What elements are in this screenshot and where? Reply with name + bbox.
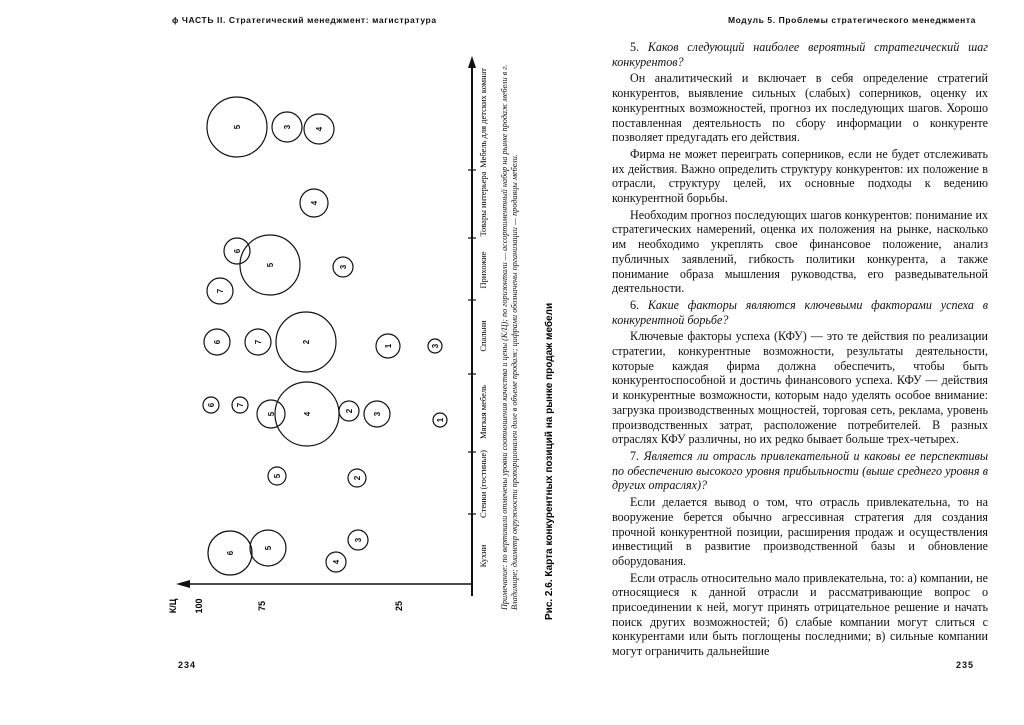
y-axis-label: К/Ц — [168, 598, 178, 614]
company-number-label: 3 — [283, 124, 292, 130]
company-number-label: 4 — [315, 126, 324, 132]
question-paragraph — [612, 298, 988, 327]
company-number-label: 1 — [384, 343, 393, 349]
body-paragraph: Он аналитический и включает в себя определение стратегий конкурентов, выявление сильных (слабых) соперников, оценку их конкурентных возможностей, прогноз их последующих шагов. Хорошо поставленная деятельность по сбору информации о конкуренте позволяет предугадать его действия. — [612, 71, 988, 145]
company-number-label: 5 — [266, 262, 275, 268]
company-number-label: 3 — [354, 537, 363, 543]
category-axis-arrow — [468, 56, 476, 68]
company-number-label: 3 — [339, 264, 348, 270]
figure-caption: Рис. 2.6. Карта конкурентных позиций на рынке продаж мебели — [544, 302, 555, 620]
company-number-label: 7 — [216, 288, 225, 294]
company-number-label: 4 — [332, 559, 341, 565]
question-text: Какие факторы являются ключевыми факторами успеха в конкурентной борьбе? — [612, 297, 989, 327]
company-circle — [276, 312, 336, 372]
company-circle — [326, 552, 346, 572]
company-circle — [257, 400, 285, 428]
y-tick-75: 75 — [257, 600, 267, 612]
y-tick-100: 100 — [194, 598, 204, 614]
company-circle — [333, 257, 353, 277]
question-text: Является ли отрасль привлекательной и каковы ее перспективы по обеспечению высокого уровня прибыльности (выше среднего уровня в других отраслях)? — [612, 448, 989, 493]
company-circle — [203, 397, 219, 413]
company-number-label: 1 — [436, 417, 445, 423]
left-running-head: ϕ ЧАСТЬ II. Стратегический менеджмент: магистратура — [172, 15, 437, 25]
company-number-label: 5 — [264, 545, 273, 551]
question-text: Каков следующий наиболее вероятный стратегический шаг конкурентов? — [612, 40, 988, 69]
body-paragraph: Ключевые факторы успеха (КФУ) — это те действия по реализации стратегии, конкурентные возможности, результаты деятельности, которые каждая фирма должна обеспечить, чтобы быть конкурентоспособной и достичь финансового успеха. КФУ — действия и конкурентные возможности, которым надо уделять особое внимание: загрузка производственных мощностей, торговая сеть, реклама, уровень производственных затрат, расположение потребителей. В разных отраслях КФУ различны, но их редко бывает больше трех-четырех. — [612, 329, 988, 447]
category-label-soft: Мягкая мебель — [478, 384, 488, 440]
company-number-label: 3 — [431, 343, 440, 349]
company-number-label: 4 — [303, 411, 312, 417]
company-circle — [268, 467, 286, 485]
category-label-interior: Товары интерьера — [478, 171, 488, 237]
category-label-living: Стенки (гостиные) — [478, 450, 488, 518]
body-paragraph: Если делается вывод о том, что отрасль привлекательна, то на вооружение берется обычно агрессивная стратегия для создания прочной конкурентной позиции, расширения продаж и осуществления инвестиций в развитие производственной базы и обновление оборудования. — [612, 495, 988, 568]
body-paragraph: Если отрасль относительно мало привлекательна, то: а) компании, не относящиеся к данной отрасли и рассматривающие вопрос о присоединении к ней, могут принять отрицательное решение и начать поиск других возможностей; б) слабые компании могут слиться с конкурентами или быть поглощены последними; в) сильные компании могут ограничить дальнейшие — [612, 570, 988, 659]
company-circle — [433, 413, 447, 427]
question-paragraph — [612, 449, 988, 493]
company-number-label: 6 — [213, 339, 222, 345]
company-circle — [232, 397, 248, 413]
company-number-label: 6 — [233, 248, 242, 254]
company-number-label: 4 — [310, 200, 319, 206]
company-number-label: 2 — [302, 339, 311, 345]
kc-axis-arrow — [176, 580, 190, 588]
body-paragraph: Необходим прогноз последующих шагов конкурентов: понимание их стратегических намерений, оценка их положения на рынке, насколько им необходимо укреплять свое финансовое положение, анализ публичных заявлений, гибкость политики конкурента, а также понимание образа мышления руководства, его разведывательной деятельности. — [612, 207, 988, 296]
company-circle — [348, 469, 366, 487]
company-circle — [304, 114, 334, 144]
company-circle — [272, 112, 302, 142]
question-number: 5. — [630, 40, 648, 54]
company-circle — [300, 189, 328, 217]
question-number: 6. — [630, 297, 648, 312]
company-circle — [428, 339, 442, 353]
page-number-left: 234 — [178, 660, 197, 670]
company-circle — [245, 329, 271, 355]
figure-note: Примечание: по вертикали отмечены уровни соотношения качества и цены (К/Ц); по горизонтали — ассортиментный набор на рынке продаж мебели в г. Владимире; диаметр окружности пропорционален доле в объеме продаж; цифрами обозначены организации — продавцы мебели. — [500, 64, 519, 610]
company-circle — [250, 530, 286, 566]
category-label-kids: Мебель для детских комнат — [478, 68, 488, 168]
company-circle — [207, 97, 267, 157]
question-paragraph — [612, 40, 988, 69]
company-number-label: 6 — [207, 402, 216, 408]
body-paragraph: Фирма не может переиграть соперников, если не будет отслеживать их действия. Важно определить структуру конкурентов: их положение в отрасли, структуру целей, их основные подходы к ведению конкурентной борьбы. — [612, 146, 988, 206]
company-circle — [204, 329, 230, 355]
company-circle — [376, 334, 400, 358]
company-number-label: 5 — [233, 124, 242, 130]
company-number-label: 5 — [273, 473, 282, 479]
company-number-label: 6 — [226, 550, 235, 556]
right-running-head: Модуль 5. Проблемы стратегического менеджмента — [727, 15, 976, 25]
page-number-right: 235 — [955, 660, 974, 670]
company-circle — [208, 531, 252, 575]
company-circle — [364, 401, 390, 427]
category-label-halls: Прихожие — [478, 251, 488, 289]
right-page — [512, 0, 1024, 725]
company-circle — [207, 278, 233, 304]
company-number-label: 2 — [353, 475, 362, 481]
company-number-label: 7 — [254, 339, 263, 345]
body-text — [612, 40, 988, 661]
company-circle — [224, 238, 250, 264]
company-circle — [240, 235, 300, 295]
company-circle — [348, 530, 368, 550]
company-number-label: 3 — [373, 411, 382, 417]
company-circle — [339, 401, 359, 421]
category-label-kitchens: Кухни — [478, 544, 488, 568]
question-number: 7. — [630, 448, 644, 463]
company-number-label: 5 — [267, 411, 276, 417]
category-label-bedrooms: Спальни — [478, 320, 488, 352]
company-number-label: 7 — [236, 402, 245, 408]
y-tick-25: 25 — [394, 600, 404, 612]
company-number-label: 2 — [345, 408, 354, 414]
